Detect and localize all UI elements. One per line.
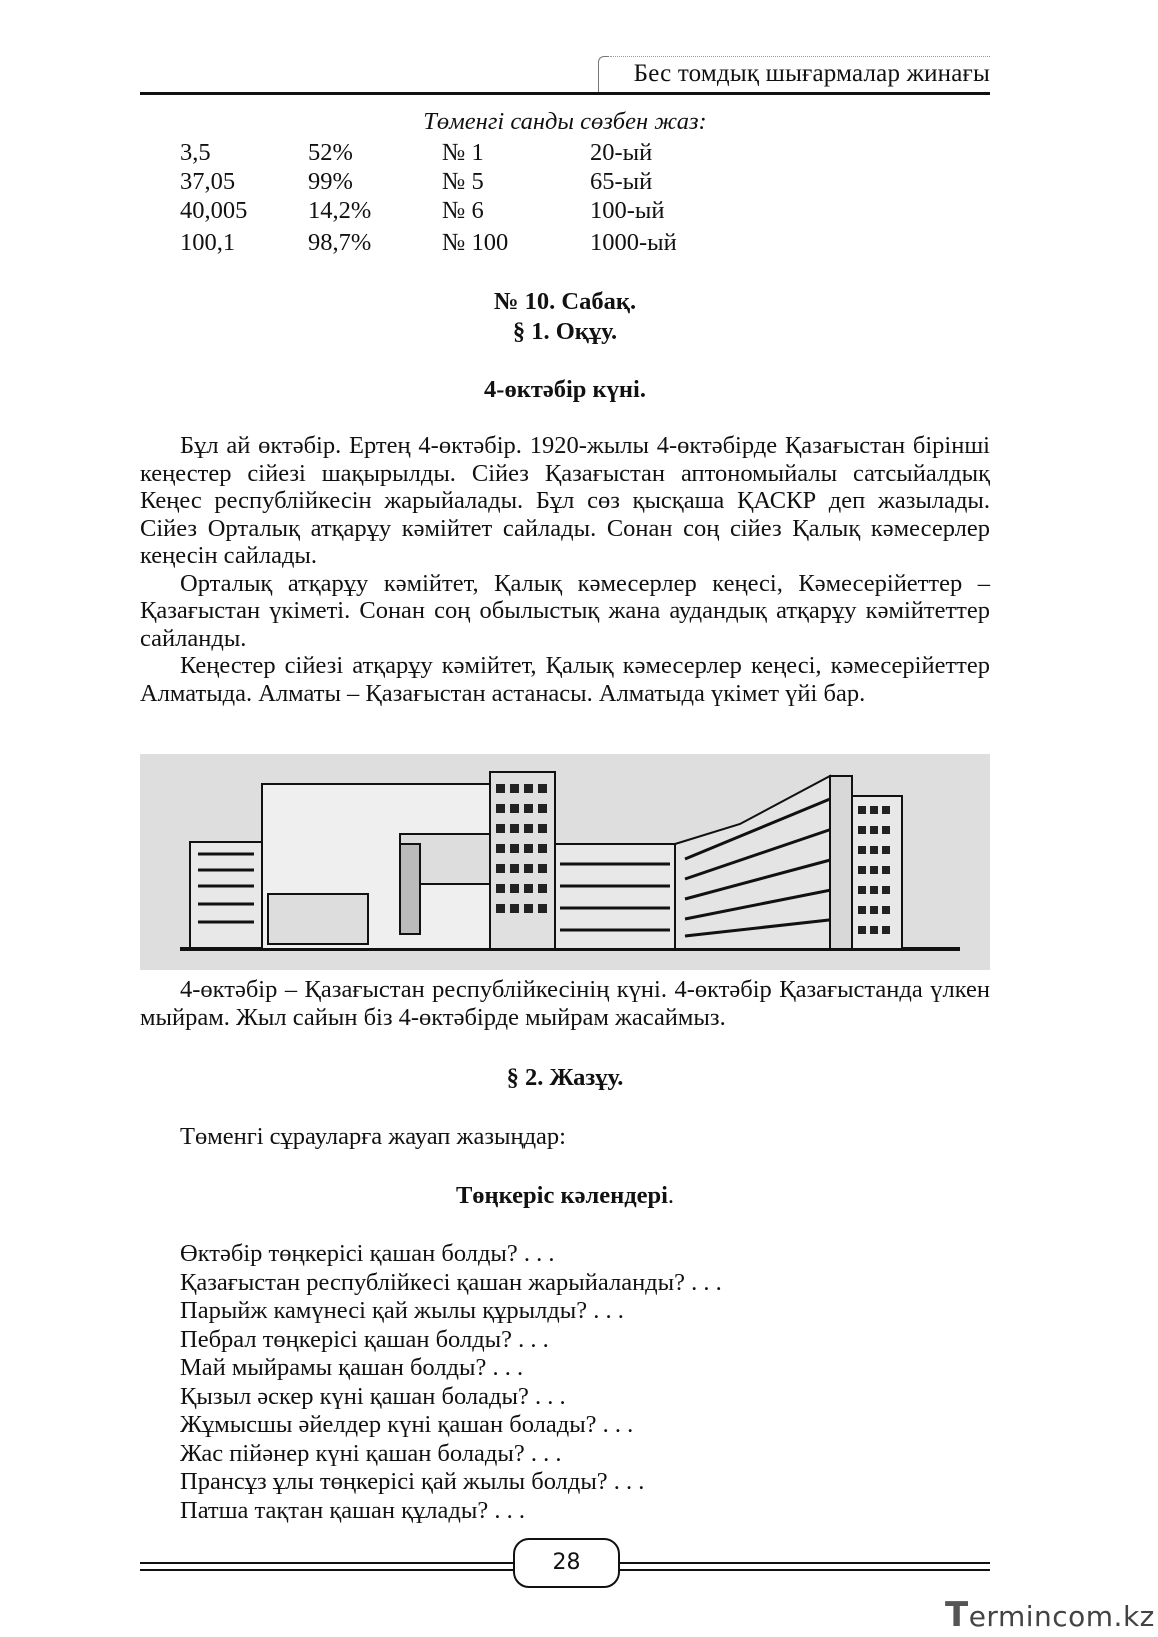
question-item: Жас пійәнер күні қашан болады? . . . bbox=[180, 1439, 562, 1467]
header-dotted-line bbox=[610, 56, 990, 57]
running-header: Бес томдық шығармалар жинағы bbox=[633, 60, 990, 87]
decimal-cell: 37,05 bbox=[180, 168, 236, 195]
watermark-text: ermincom.kz bbox=[968, 1600, 1155, 1633]
calendar-title: Төңкеріс кәлендері bbox=[455, 1182, 668, 1209]
header-rule bbox=[140, 92, 990, 95]
question-item: Патша тақтан қашан құлады? . . . bbox=[180, 1496, 525, 1524]
question-item: Прансұз ұлы төңкерісі қай жылы болды? . . . bbox=[180, 1468, 645, 1495]
question-item: Қызыл әскер күні қашан болады? . . . bbox=[180, 1382, 566, 1410]
question-list bbox=[180, 1240, 722, 1525]
percent-cell: 52% bbox=[308, 139, 353, 166]
number-sign-cell: № 1 bbox=[442, 139, 484, 166]
question-item: Өктәбір төңкерісі қашан болды? . . . bbox=[180, 1240, 555, 1267]
calendar-title-period: . bbox=[667, 1182, 675, 1209]
reading-text bbox=[140, 432, 990, 707]
figure-caption-text bbox=[140, 976, 990, 1031]
paragraph: Бұл ай өктәбір. Ертең 4-өктәбір. 1920-жылы 4-өктәбірде Қазағыстан бірінші кеңестер сійезі шақырылды. Сійез Қазағыстан аптономыйалы сатсыйалдық Кеңес республійкесін жарыйалады. Бұл сөз қысқаша ҚАСКР деп жазылады. Сійез Орталық атқарұу кәмійтет сайлады. Сонан соң сійез Қалық кәмесерлер кеңесін сайлады. bbox=[140, 432, 990, 569]
number-sign-cell: № 6 bbox=[442, 197, 484, 224]
ordinal-cell: 65-ый bbox=[590, 168, 653, 195]
reading-title: 4-өктәбір күні. bbox=[484, 376, 646, 403]
watermark-logo bbox=[945, 1595, 1155, 1635]
decimal-cell: 100,1 bbox=[180, 229, 236, 256]
percent-cell: 14,2% bbox=[308, 197, 372, 224]
ordinal-cell: 1000-ый bbox=[590, 229, 677, 256]
footer-rule-right bbox=[615, 1562, 990, 1571]
question-item: Май мыйрамы қашан болды? . . . bbox=[180, 1354, 524, 1381]
question-item: Жұмысшы әйелдер күні қашан болады? . . . bbox=[180, 1411, 634, 1438]
lesson-title: № 10. Сабақ. bbox=[493, 288, 637, 315]
number-sign-cell: № 100 bbox=[442, 229, 509, 256]
question-item: Парыйж камүнесі қай жылы құрылды? . . . bbox=[180, 1297, 624, 1324]
decimal-cell: 40,005 bbox=[180, 197, 248, 224]
section-1-heading: § 1. Оқұу. bbox=[512, 318, 618, 345]
footer-rule-left bbox=[140, 1562, 515, 1571]
exercise-instruction: Төменгі санды сөзбен жаз: bbox=[423, 108, 707, 135]
question-item: Пебрал төңкерісі қашан болды? . . . bbox=[180, 1325, 549, 1353]
decimal-cell: 3,5 bbox=[180, 139, 211, 166]
paragraph: Кеңестер сійезі атқарұу кәмійтет, Қалық кәмесерлер кеңесі, кәмесерійеттер Алматыда. Алматы – Қазағыстан астанасы. Алматыда үкімет үйі бар. bbox=[140, 652, 990, 707]
building-drawing bbox=[140, 754, 990, 970]
ordinal-cell: 100-ый bbox=[590, 197, 665, 224]
paragraph: Орталық атқарұу кәмійтет, Қалық кәмесерлер кеңесі, Кәмесерійеттер – Қазағыстан үкіметі. Сонан соң обылыстық жана аудандық атқарұу кәмійтеттер сайланды. bbox=[140, 569, 990, 652]
number-sign-cell: № 5 bbox=[442, 168, 484, 195]
ordinal-cell: 20-ый bbox=[590, 139, 653, 166]
government-building-illustration bbox=[140, 754, 990, 970]
question-item: Қазағыстан республійкесі қашан жарыйаланды? . . . bbox=[180, 1268, 722, 1296]
calendar-heading bbox=[140, 1182, 990, 1209]
section-2-heading: § 2. Жазұу. bbox=[506, 1064, 624, 1091]
paragraph: 4-өктәбір – Қазағыстан республійкесінің күні. 4-өктәбір Қазағыстанда үлкен мыйрам. Жыл сайын біз 4-өктәбірде мыйрам жасаймыз. bbox=[140, 976, 990, 1031]
writing-task: Төменгі сұрауларға жауап жазыңдар: bbox=[180, 1123, 566, 1150]
percent-cell: 98,7% bbox=[308, 229, 372, 256]
percent-cell: 99% bbox=[308, 168, 353, 195]
watermark-initial: T bbox=[945, 1595, 969, 1635]
page-number: 28 bbox=[513, 1538, 620, 1588]
